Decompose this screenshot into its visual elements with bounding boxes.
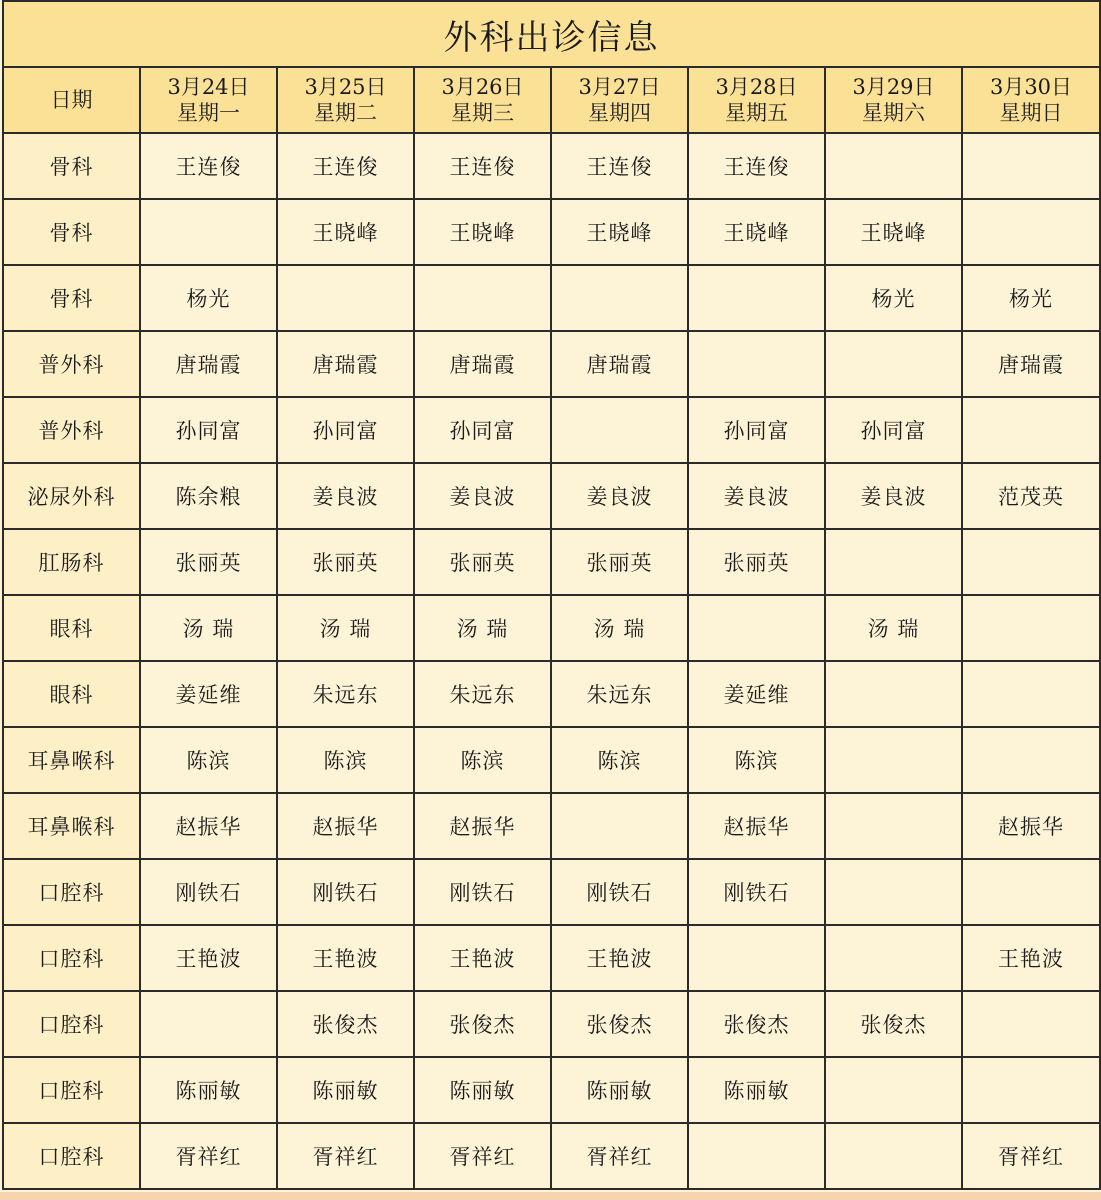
doctor-cell: 陈滨	[277, 727, 414, 793]
doctor-cell: 王晓峰	[551, 199, 688, 265]
department-cell: 普外科	[3, 397, 140, 463]
doctor-cell: 杨光	[962, 265, 1100, 331]
schedule-body	[3, 133, 1100, 1189]
doctor-cell: 唐瑞霞	[551, 331, 688, 397]
department-cell: 口腔科	[3, 991, 140, 1057]
day-header	[688, 67, 825, 133]
doctor-cell: 唐瑞霞	[962, 331, 1100, 397]
doctor-cell: 张俊杰	[825, 991, 962, 1057]
doctor-cell: 王连俊	[688, 133, 825, 199]
day-date: 3月24日	[167, 75, 250, 99]
doctor-cell: 王艳波	[414, 925, 551, 991]
doctor-cell	[962, 397, 1100, 463]
table-row	[3, 529, 1100, 595]
department-cell: 骨科	[3, 133, 140, 199]
doctor-cell	[962, 1057, 1100, 1123]
table-row	[3, 331, 1100, 397]
doctor-cell: 姜良波	[414, 463, 551, 529]
doctor-cell	[414, 265, 551, 331]
doctor-cell: 孙同富	[688, 397, 825, 463]
doctor-cell: 汤 瑞	[414, 595, 551, 661]
day-header	[962, 67, 1100, 133]
table-row	[3, 793, 1100, 859]
doctor-cell: 张丽英	[414, 529, 551, 595]
doctor-cell: 张丽英	[551, 529, 688, 595]
day-weekday: 星期三	[451, 101, 514, 125]
doctor-cell	[825, 727, 962, 793]
doctor-cell	[962, 133, 1100, 199]
doctor-cell	[962, 727, 1100, 793]
day-weekday: 星期六	[862, 101, 925, 125]
doctor-cell: 陈滨	[140, 727, 277, 793]
doctor-cell: 陈滨	[688, 727, 825, 793]
doctor-cell: 张俊杰	[688, 991, 825, 1057]
day-weekday: 星期四	[588, 101, 651, 125]
doctor-cell: 汤 瑞	[140, 595, 277, 661]
doctor-cell: 孙同富	[414, 397, 551, 463]
doctor-cell	[962, 661, 1100, 727]
doctor-cell: 赵振华	[688, 793, 825, 859]
department-cell: 耳鼻喉科	[3, 727, 140, 793]
doctor-cell: 陈丽敏	[414, 1057, 551, 1123]
doctor-cell: 杨光	[825, 265, 962, 331]
doctor-cell: 唐瑞霞	[277, 331, 414, 397]
table-row	[3, 991, 1100, 1057]
doctor-cell: 姜良波	[551, 463, 688, 529]
page-title: 外科出诊信息	[3, 1, 1100, 67]
day-weekday: 星期日	[999, 101, 1063, 125]
department-cell: 耳鼻喉科	[3, 793, 140, 859]
doctor-cell: 姜良波	[825, 463, 962, 529]
doctor-cell	[825, 793, 962, 859]
day-header	[414, 67, 551, 133]
doctor-cell: 孙同富	[825, 397, 962, 463]
doctor-cell: 胥祥红	[551, 1123, 688, 1189]
doctor-cell: 姜良波	[277, 463, 414, 529]
doctor-cell: 张丽英	[277, 529, 414, 595]
doctor-cell: 王艳波	[277, 925, 414, 991]
doctor-cell	[140, 991, 277, 1057]
doctor-cell: 胥祥红	[962, 1123, 1100, 1189]
doctor-cell: 王艳波	[551, 925, 688, 991]
doctor-cell	[551, 793, 688, 859]
doctor-cell: 唐瑞霞	[140, 331, 277, 397]
doctor-cell: 姜良波	[688, 463, 825, 529]
doctor-cell: 王连俊	[414, 133, 551, 199]
schedule-table	[2, 0, 1101, 1190]
day-date: 3月28日	[715, 75, 798, 99]
doctor-cell: 王连俊	[551, 133, 688, 199]
doctor-cell: 胥祥红	[414, 1123, 551, 1189]
doctor-cell: 刚铁石	[277, 859, 414, 925]
doctor-cell	[825, 1123, 962, 1189]
doctor-cell	[551, 397, 688, 463]
doctor-cell: 唐瑞霞	[414, 331, 551, 397]
day-date: 3月25日	[304, 75, 387, 99]
doctor-cell: 王艳波	[962, 925, 1100, 991]
day-weekday: 星期五	[725, 101, 788, 125]
table-row	[3, 463, 1100, 529]
department-cell: 口腔科	[3, 1123, 140, 1189]
table-row	[3, 661, 1100, 727]
department-cell: 口腔科	[3, 1057, 140, 1123]
doctor-cell: 刚铁石	[551, 859, 688, 925]
doctor-cell: 赵振华	[414, 793, 551, 859]
doctor-cell: 王连俊	[277, 133, 414, 199]
day-header	[825, 67, 962, 133]
doctor-cell	[688, 265, 825, 331]
day-header	[277, 67, 414, 133]
table-row	[3, 859, 1100, 925]
doctor-cell: 赵振华	[277, 793, 414, 859]
doctor-cell	[140, 199, 277, 265]
table-row	[3, 133, 1100, 199]
doctor-cell	[825, 661, 962, 727]
doctor-cell: 王晓峰	[688, 199, 825, 265]
department-cell: 普外科	[3, 331, 140, 397]
doctor-cell	[688, 1123, 825, 1189]
department-cell: 肛肠科	[3, 529, 140, 595]
department-cell: 口腔科	[3, 859, 140, 925]
department-cell: 眼科	[3, 661, 140, 727]
doctor-cell: 孙同富	[140, 397, 277, 463]
day-header	[140, 67, 277, 133]
doctor-cell	[688, 595, 825, 661]
doctor-cell: 范茂英	[962, 463, 1100, 529]
doctor-cell: 王晓峰	[825, 199, 962, 265]
doctor-cell: 陈余粮	[140, 463, 277, 529]
day-weekday: 星期二	[314, 101, 377, 125]
doctor-cell: 汤 瑞	[551, 595, 688, 661]
doctor-cell: 刚铁石	[140, 859, 277, 925]
doctor-cell: 姜延维	[140, 661, 277, 727]
doctor-cell	[962, 595, 1100, 661]
table-row	[3, 199, 1100, 265]
table-row	[3, 595, 1100, 661]
doctor-cell	[825, 859, 962, 925]
table-row	[3, 1057, 1100, 1123]
table-row	[3, 1123, 1100, 1189]
doctor-cell	[962, 859, 1100, 925]
doctor-cell	[277, 265, 414, 331]
day-date: 3月27日	[578, 75, 661, 99]
day-weekday: 星期一	[177, 101, 240, 125]
bottom-band	[0, 1192, 1101, 1200]
doctor-cell: 刚铁石	[414, 859, 551, 925]
doctor-cell: 朱远东	[277, 661, 414, 727]
doctor-cell: 陈丽敏	[277, 1057, 414, 1123]
table-row	[3, 727, 1100, 793]
doctor-cell: 张俊杰	[414, 991, 551, 1057]
doctor-cell: 张俊杰	[551, 991, 688, 1057]
title-row	[3, 1, 1100, 67]
doctor-cell: 王艳波	[140, 925, 277, 991]
doctor-cell: 张丽英	[140, 529, 277, 595]
doctor-cell: 王连俊	[140, 133, 277, 199]
doctor-cell: 胥祥红	[140, 1123, 277, 1189]
doctor-cell: 王晓峰	[277, 199, 414, 265]
doctor-cell: 胥祥红	[277, 1123, 414, 1189]
doctor-cell	[825, 529, 962, 595]
day-date: 3月26日	[441, 75, 524, 99]
doctor-cell: 张俊杰	[277, 991, 414, 1057]
doctor-cell: 刚铁石	[688, 859, 825, 925]
table-row	[3, 397, 1100, 463]
doctor-cell	[962, 991, 1100, 1057]
doctor-cell	[825, 925, 962, 991]
department-cell: 骨科	[3, 265, 140, 331]
doctor-cell: 杨光	[140, 265, 277, 331]
table-row	[3, 925, 1100, 991]
department-cell: 泌尿外科	[3, 463, 140, 529]
doctor-cell: 朱远东	[414, 661, 551, 727]
doctor-cell	[551, 265, 688, 331]
doctor-cell: 陈丽敏	[688, 1057, 825, 1123]
doctor-cell	[688, 331, 825, 397]
doctor-cell	[825, 331, 962, 397]
doctor-cell: 陈滨	[414, 727, 551, 793]
department-cell: 口腔科	[3, 925, 140, 991]
doctor-cell: 朱远东	[551, 661, 688, 727]
department-cell: 骨科	[3, 199, 140, 265]
department-cell: 眼科	[3, 595, 140, 661]
doctor-cell	[962, 529, 1100, 595]
doctor-cell: 张丽英	[688, 529, 825, 595]
doctor-cell	[825, 1057, 962, 1123]
header-row	[3, 67, 1100, 133]
day-date: 3月30日	[989, 75, 1073, 99]
doctor-cell: 赵振华	[962, 793, 1100, 859]
doctor-cell	[825, 133, 962, 199]
corner-label: 日期	[3, 67, 140, 133]
doctor-cell: 陈滨	[551, 727, 688, 793]
doctor-cell	[962, 199, 1100, 265]
doctor-cell	[688, 925, 825, 991]
doctor-cell: 王晓峰	[414, 199, 551, 265]
day-date: 3月29日	[852, 75, 935, 99]
day-header	[551, 67, 688, 133]
doctor-cell: 孙同富	[277, 397, 414, 463]
doctor-cell: 赵振华	[140, 793, 277, 859]
doctor-cell: 汤 瑞	[825, 595, 962, 661]
table-row	[3, 265, 1100, 331]
doctor-cell: 陈丽敏	[140, 1057, 277, 1123]
doctor-cell: 姜延维	[688, 661, 825, 727]
doctor-cell: 陈丽敏	[551, 1057, 688, 1123]
doctor-cell: 汤 瑞	[277, 595, 414, 661]
